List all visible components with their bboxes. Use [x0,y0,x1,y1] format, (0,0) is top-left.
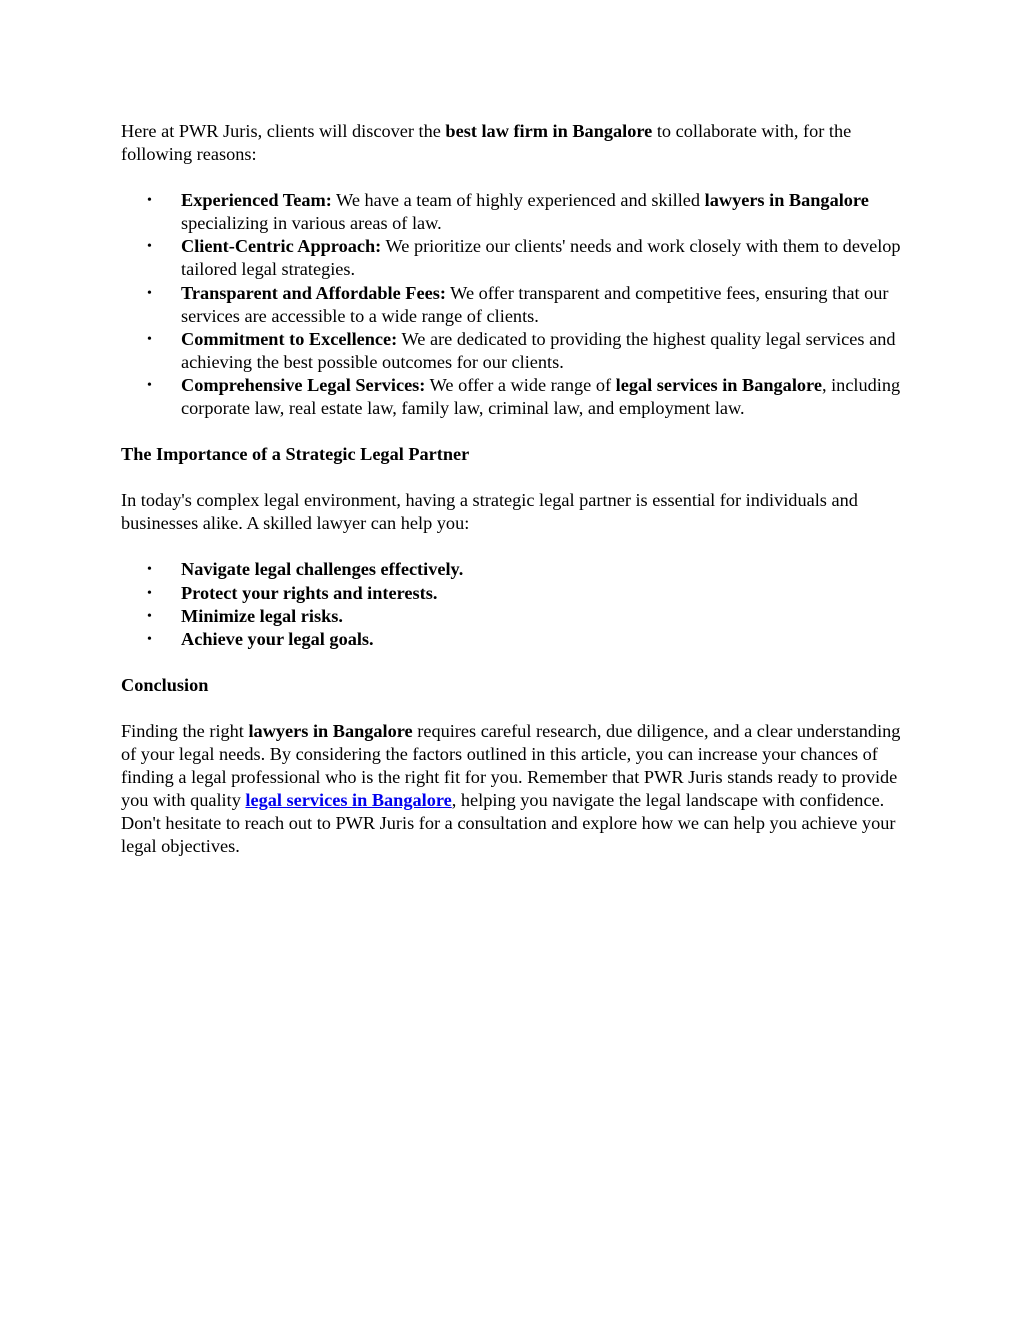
list-item-title: Experienced Team: [181,190,332,211]
list-item-title: Commitment to Excellence: [181,328,398,349]
list-item [121,328,901,374]
list-item [121,189,901,235]
bullet-icon: • [147,608,152,624]
list-item-text: Protect your rights and interests. [181,582,438,603]
list-item-text: Navigate legal challenges effectively. [181,559,464,580]
bullet-icon: • [147,585,152,601]
list-item-bold-text: lawyers in Bangalore [704,190,869,211]
list-item-text: We prioritize our clients' needs and work closely with them to develop tailored legal strategies. [181,236,901,280]
list-item [121,582,901,605]
intro-paragraph [121,120,901,166]
list-item-text: Minimize legal risks. [181,605,343,626]
bullet-icon: • [147,193,152,209]
list-item-text: specializing in various areas of law. [181,213,442,234]
reasons-list [121,189,901,420]
conclusion-heading: Conclusion [121,674,209,695]
bullet-icon: • [147,285,152,301]
conclusion-text-end: , helping you navigate the legal landscape with confidence. Don't hesitate to reach out to PWR Juris for a consultation and explore how we can help you achieve your legal objectives. [121,790,896,857]
list-item-bold-text: legal services in Bangalore [615,374,822,395]
bullet-icon: • [147,331,152,347]
section-heading: The Importance of a Strategic Legal Partner [121,444,470,465]
list-item [121,374,901,420]
conclusion-text: requires careful research, due diligence, and a clear understanding of your legal needs. By considering the factors outlined in this article, you can increase your chances of finding a legal professional who is the right fit for you. Remember that PWR Juris stands ready to provide you with quality [121,720,901,811]
list-item-text: Achieve your legal goals. [181,628,374,649]
list-item-title: Client-Centric Approach: [181,236,382,257]
section-paragraph: In today's complex legal environment, having a strategic legal partner is essential for individuals and businesses alike. A skilled lawyer can help you: [121,490,858,534]
list-item-title: Comprehensive Legal Services: [181,374,426,395]
conclusion-bold-text: lawyers in Bangalore [248,720,413,741]
benefits-list [121,558,901,650]
list-item-text: We have a team of highly experienced and skilled [331,190,705,211]
bullet-icon: • [147,631,152,647]
list-item-text: We offer transparent and competitive fees, ensuring that our services are accessible to a wide range of clients. [181,282,889,326]
intro-bold-text: best law firm in Bangalore [445,121,653,141]
list-item-text: We offer a wide range of [425,374,616,395]
conclusion-paragraph [121,720,901,859]
list-item-title: Transparent and Affordable Fees: [181,282,446,303]
list-item [121,628,901,651]
bullet-icon: • [147,239,152,255]
intro-text: Here at PWR Juris, clients will discover the [121,121,446,141]
conclusion-text: Finding the right [121,720,249,741]
legal-services-link[interactable]: legal services in Bangalore [245,790,452,811]
bullet-icon: • [147,562,152,578]
list-item [121,235,901,281]
bullet-icon: • [147,377,152,393]
list-item-text: , including corporate law, real estate law, family law, criminal law, and employment law. [181,374,901,419]
list-item [121,605,901,628]
list-item-text: We are dedicated to providing the highest quality legal services and achieving the best possible outcomes for our clients. [181,328,896,372]
intro-text-end: to collaborate with, for the following reasons: [121,121,852,165]
document-page [121,120,901,858]
list-item [121,558,901,581]
list-item [121,282,901,328]
